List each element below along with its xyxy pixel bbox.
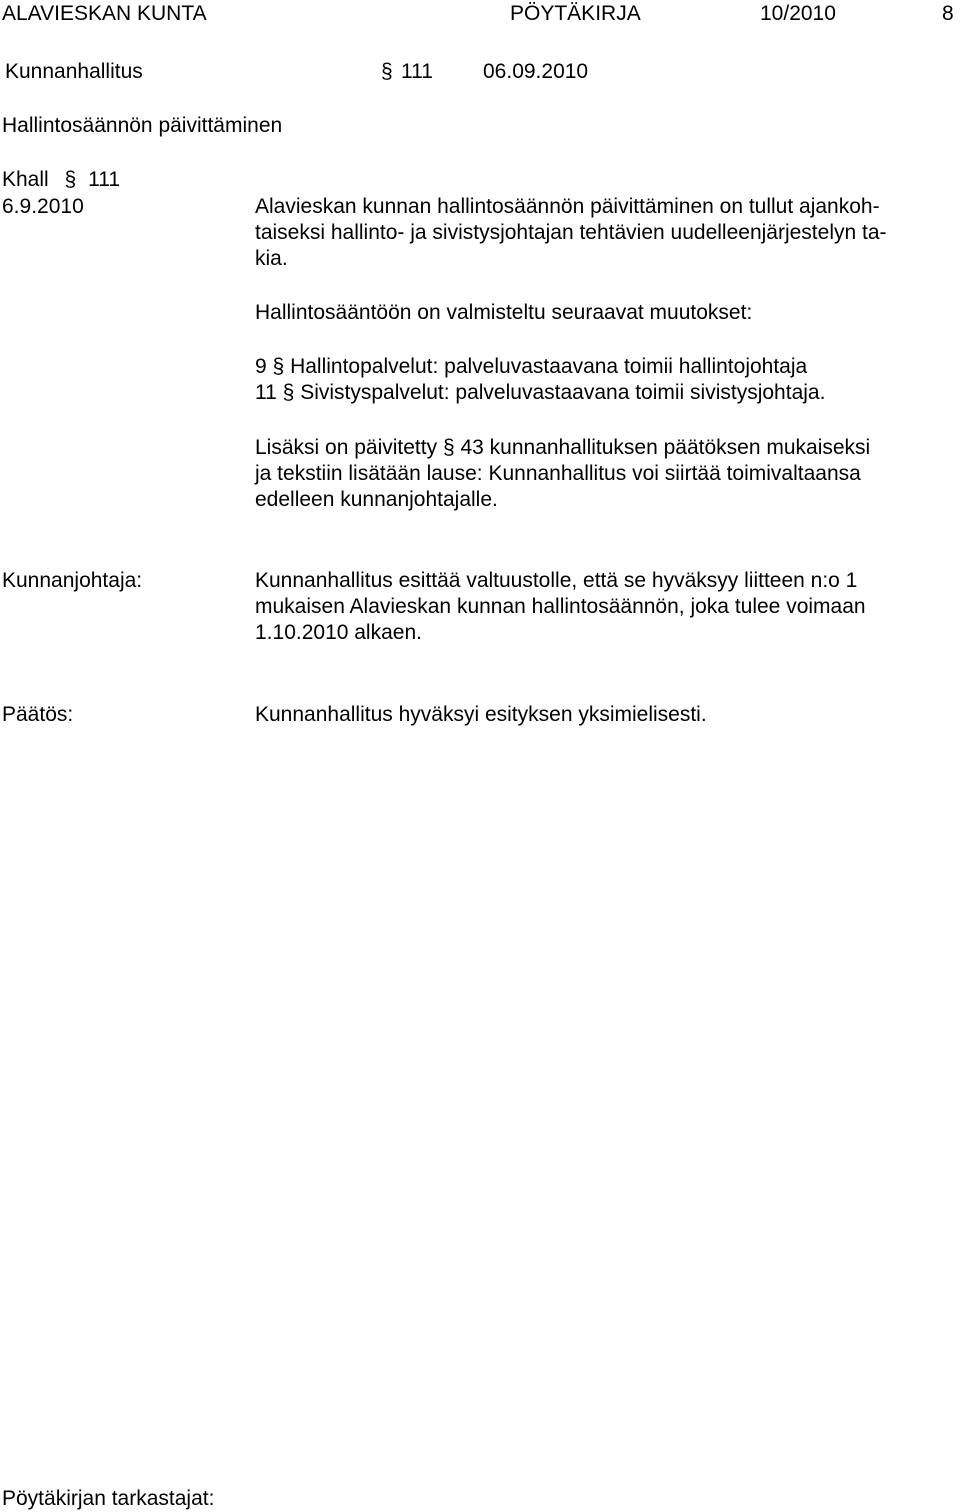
addition-text: Lisäksi on päivitetty [255, 436, 438, 459]
addition-text: 43 kunnanhallituksen päätöksen mukaiseksi [460, 436, 871, 459]
organization-name: ALAVIESKAN KUNTA [2, 2, 207, 25]
change-item [255, 380, 960, 406]
proposal-line: mukaisen Alavieskan kunnan hallintosäännön, joka tulee voimaan [255, 595, 866, 618]
margin-ref-symbol: § [64, 168, 77, 191]
decision-line: Kunnanhallitus hyväksyi esityksen yksimielisesti. [255, 703, 707, 726]
change-text: Sivistyspalvelut: palveluvastaavana toimii sivistysjohtaja. [300, 381, 826, 404]
change-text: Hallintopalvelut: palveluvastaavana toimii hallintojohtaja [290, 355, 808, 378]
proposal-line: Kunnanhallitus esittää valtuustolle, että se hyväksyy liitteen n:o 1 [255, 569, 858, 592]
intro-line: Alavieskan kunnan hallintosäännön päivittäminen on tullut ajankoh- [255, 195, 880, 218]
addition-paragraph [255, 435, 960, 513]
section-symbol: § [282, 381, 295, 404]
document-number: 10/2010 [760, 2, 836, 25]
margin-ref-date: 6.9.2010 [2, 195, 84, 218]
proposal-line: 1.10.2010 alkaen. [255, 621, 422, 644]
margin-ref-line [2, 167, 120, 193]
intro-line: kia. [255, 247, 288, 270]
intro-paragraph [255, 194, 960, 272]
document-type: PÖYTÄKIRJA [510, 2, 641, 25]
intro-line: taiseksi hallinto- ja sivistysjohtajan tehtävien uudelleenjärjestelyn ta- [255, 221, 887, 244]
proposal-text [255, 568, 960, 646]
changes-list [255, 354, 960, 406]
change-number: 11 [255, 381, 277, 404]
section-symbol: § [381, 60, 393, 83]
section-symbol: § [442, 436, 455, 459]
reviewers-label: Pöytäkirjan tarkastajat: [2, 1487, 215, 1510]
addition-line: ja tekstiin lisätään lause: Kunnanhallitus voi siirtää toimivaltaansa [255, 462, 861, 485]
meeting-date: 06.09.2010 [483, 60, 589, 83]
subject-title: Hallintosäännön päivittäminen [2, 114, 283, 137]
meeting-body: Kunnanhallitus [5, 60, 143, 83]
changes-intro [255, 300, 960, 326]
addition-line [255, 435, 960, 461]
proposal-label: Kunnanjohtaja: [2, 569, 143, 592]
section-number: 111 [401, 60, 433, 83]
addition-line: edelleen kunnanjohtajalle. [255, 488, 498, 511]
page-number: 8 [942, 2, 954, 25]
changes-intro-text: Hallintosääntöön on valmisteltu seuraavat muutokset: [255, 301, 753, 324]
section-symbol: § [272, 355, 285, 378]
change-item [255, 354, 960, 380]
decision-text [255, 702, 960, 728]
decision-label: Päätös: [2, 703, 74, 726]
margin-ref-prefix: Khall [2, 168, 49, 191]
change-number: 9 [255, 355, 267, 378]
margin-ref-number: 111 [88, 168, 120, 191]
